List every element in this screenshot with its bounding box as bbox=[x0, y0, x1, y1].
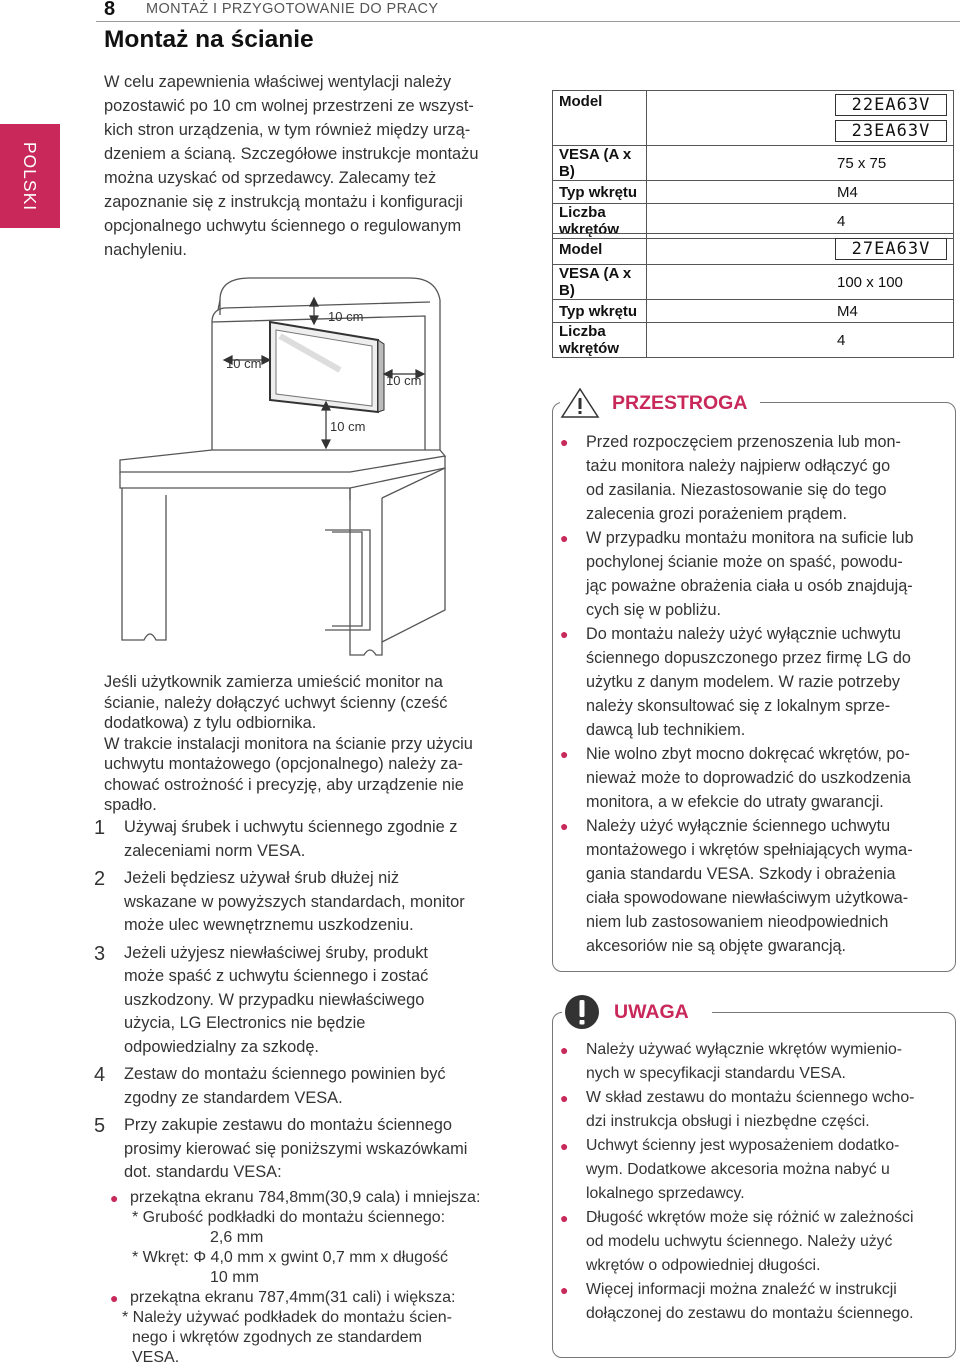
clearance-left-label: 10 cm bbox=[226, 356, 262, 371]
intro-line: można uzyskać od sprzedawcy. Zalecamy też bbox=[104, 169, 437, 187]
list-item bbox=[560, 1086, 952, 1134]
bullet-line: jąc poważne obrażenia ciała u osób znajdują- bbox=[586, 577, 913, 595]
bullet-icon: ● bbox=[560, 530, 569, 546]
list-item bbox=[560, 430, 950, 526]
bullet-subline: * Wkręt: Φ 4,0 mm x gwint 0,7 mm x długość bbox=[132, 1249, 448, 1266]
list-item bbox=[560, 1134, 952, 1206]
bullet-line: lokalnego sprzedawcy. bbox=[586, 1185, 745, 1202]
note-title: UWAGA bbox=[614, 1000, 689, 1023]
step-line: uszkodzony. W przypadku niewłaściwego bbox=[124, 990, 425, 1009]
vesa-spec-table-1 bbox=[552, 90, 954, 239]
paragraph-line: spadło. bbox=[104, 796, 157, 814]
intro-paragraph bbox=[104, 70, 494, 262]
bullet-line: montażowego i wkrętów spełniających wyma- bbox=[586, 841, 913, 859]
wall-mount-clearance-diagram bbox=[100, 250, 550, 670]
caution-header bbox=[560, 388, 760, 418]
note-list bbox=[560, 1038, 952, 1326]
bullet-line: Więcej informacji można znaleźć w instrukcji bbox=[586, 1281, 897, 1298]
bullet-line: ciała spowodowane niewłaściwym użytkowa- bbox=[586, 889, 909, 907]
step-line: użycia, LG Electronics nie będzie bbox=[124, 1014, 366, 1032]
step-line: prosimy kierować się poniższymi wskazówkami bbox=[124, 1139, 468, 1158]
page-title: Montaż na ścianie bbox=[104, 26, 314, 53]
intro-line: pozostawić po 10 cm wolnej przestrzeni ze wszyst- bbox=[104, 97, 474, 115]
step-line: może ulec wewnętrznemu uszkodzeniu. bbox=[124, 916, 414, 934]
vesa-label: VESA (A x B) bbox=[553, 265, 647, 300]
table-row bbox=[553, 181, 954, 204]
list-item bbox=[560, 814, 950, 958]
step-line: zaleceniami norm VESA. bbox=[124, 841, 306, 860]
screw-value: M4 bbox=[647, 181, 954, 204]
list-item bbox=[560, 1206, 952, 1278]
vesa-requirements-list bbox=[110, 1188, 510, 1368]
step-number: 2 bbox=[94, 868, 106, 890]
step-number: 1 bbox=[94, 817, 106, 839]
step-number: 3 bbox=[94, 942, 106, 965]
bullet-icon: ● bbox=[110, 1190, 119, 1206]
step-line: wskazane w powyższych standardach, monitor bbox=[124, 892, 465, 911]
list-item bbox=[90, 1114, 514, 1185]
table-row bbox=[553, 146, 954, 181]
list-item bbox=[560, 1278, 952, 1326]
step-line: dot. standardu VESA: bbox=[124, 1163, 282, 1181]
bullet-subline: VESA. bbox=[132, 1349, 180, 1366]
paragraph-line: Jeśli użytkownik zamierza umieścić monitor na bbox=[104, 673, 443, 691]
note-header bbox=[562, 994, 712, 1030]
bullet-line: od zasilania. Niezastosowanie się do tego bbox=[586, 481, 887, 499]
exclamation-icon bbox=[562, 994, 602, 1030]
page-number: 8 bbox=[104, 0, 116, 20]
paragraph-line: uchwytu montażowego (opcjonalnego) należy za- bbox=[104, 755, 463, 773]
screw-value: M4 bbox=[647, 300, 954, 323]
bullet-line: W skład zestawu do montażu ściennego wcho- bbox=[586, 1089, 915, 1106]
bullet-line: Nie wolno zbyt mocno dokręcać wkrętów, po- bbox=[586, 745, 910, 763]
wall-mount-paragraph bbox=[104, 672, 514, 816]
count-value: 4 bbox=[647, 204, 954, 239]
bullet-line: niem lub zastosowaniem nieodpowiednich bbox=[586, 913, 889, 931]
bullet-line: cych się w pobliżu. bbox=[586, 601, 721, 619]
step-line: Jeżeli użyjesz niewłaściwej śruby, produkt bbox=[124, 943, 428, 962]
clearance-right-label: 10 cm bbox=[386, 373, 422, 388]
bullet-line: ściennego dopuszczonego przez firmę LG do bbox=[586, 649, 911, 667]
section-title: MONTAŻ I PRZYGOTOWANIE DO PRACY bbox=[146, 1, 439, 17]
step-line: Używaj śrubek i uchwytu ściennego zgodnie z bbox=[124, 818, 458, 836]
paragraph-line: ścianie, należy dołączyć uchwyt ścienny (cześć bbox=[104, 693, 448, 712]
bullet-subline: 2,6 mm bbox=[210, 1229, 264, 1246]
bullet-line: Należy użyć wyłącznie ściennego uchwytu bbox=[586, 817, 891, 835]
numbered-steps bbox=[90, 816, 514, 1189]
bullet-icon: ● bbox=[560, 626, 569, 642]
caution-list bbox=[560, 430, 950, 958]
model-label: Model bbox=[553, 91, 647, 146]
table-row bbox=[553, 265, 954, 300]
bullet-line: Należy używać wyłącznie wkrętów wymienio- bbox=[586, 1041, 903, 1058]
bullet-line: nych w specyfikacji standardu VESA. bbox=[586, 1065, 846, 1082]
bullet-text: przekątna ekranu 784,8mm(30,9 cala) i mniejsza: bbox=[130, 1189, 481, 1206]
vesa-label: VESA (A x B) bbox=[553, 146, 647, 181]
bullet-line: dzi instrukcja obsługi i niezbędne części. bbox=[586, 1113, 870, 1130]
step-number: 5 bbox=[94, 1115, 106, 1137]
bullet-icon: ● bbox=[560, 1210, 569, 1226]
bullet-subline: * Grubość podkładki do montażu ściennego: bbox=[132, 1209, 446, 1226]
bullet-subline: * Należy używać podkładek do montażu ścien- bbox=[122, 1309, 452, 1326]
screw-label: Typ wkrętu bbox=[553, 300, 647, 323]
intro-line: W celu zapewnienia właściwej wentylacji należy bbox=[104, 73, 452, 91]
list-item bbox=[560, 622, 950, 742]
model-values bbox=[647, 91, 954, 146]
list-item bbox=[560, 742, 950, 814]
list-item bbox=[90, 942, 514, 1060]
bullet-text: przekątna ekranu 787,4mm(31 cali) i większa: bbox=[130, 1289, 456, 1306]
list-item bbox=[90, 816, 514, 863]
step-line: zgodny ze standardem VESA. bbox=[124, 1088, 343, 1107]
bullet-line: wym. Dodatkowe akcesoria można nabyć u bbox=[586, 1161, 890, 1178]
bullet-line: Długość wkrętów może się różnić w zależności bbox=[586, 1209, 914, 1226]
count-value: 4 bbox=[647, 323, 954, 358]
step-line: Przy zakupie zestawu do montażu ściennego bbox=[124, 1116, 452, 1134]
clearance-bottom-label: 10 cm bbox=[330, 419, 366, 434]
warning-triangle-icon bbox=[560, 387, 600, 419]
bullet-line: Przed rozpoczęciem przenoszenia lub mon- bbox=[586, 433, 901, 451]
model-label: Model bbox=[553, 234, 647, 265]
bullet-icon: ● bbox=[560, 1138, 569, 1154]
step-line: odpowiedzialny za szkodę. bbox=[124, 1037, 319, 1056]
step-line: Jeżeli będziesz używał śrub dłużej niż bbox=[124, 869, 400, 887]
table-row bbox=[553, 323, 954, 358]
intro-line: zapoznanie się z instrukcją montażu i konfiguracji bbox=[104, 193, 463, 211]
bullet-line: pochylonej ścianie może on spaść, powodu- bbox=[586, 553, 903, 571]
intro-line: opcjonalnego uchwytu ściennego o regulowanym bbox=[104, 217, 462, 235]
bullet-line: gania standardu VESA. Szkody i obrażenia bbox=[586, 865, 896, 883]
table-row bbox=[553, 300, 954, 323]
bullet-line: zalecenia grozi porażeniem prądem. bbox=[586, 505, 847, 523]
bullet-icon: ● bbox=[560, 746, 569, 762]
step-line: Zestaw do montażu ściennego powinien być bbox=[124, 1065, 446, 1083]
bullet-subline: 10 mm bbox=[210, 1269, 259, 1286]
bullet-line: należy skonsultować się z lokalnym sprze- bbox=[586, 697, 891, 715]
bullet-icon: ● bbox=[560, 434, 569, 450]
vesa-spec-table-2 bbox=[552, 233, 954, 358]
step-line: może spaść z uchwytu ściennego i zostać bbox=[124, 967, 429, 985]
count-label: Liczba wkrętów bbox=[553, 204, 647, 239]
paragraph-line: dodatkowa) z tylu odbiornika. bbox=[104, 714, 317, 732]
paragraph-line: chować ostrożność i precyzję, aby urządzenie nie bbox=[104, 775, 464, 794]
list-item bbox=[110, 1188, 510, 1208]
count-label: Liczba wkrętów bbox=[553, 323, 647, 358]
model-tag: 27EA63V bbox=[835, 238, 947, 260]
bullet-icon: ● bbox=[560, 818, 569, 834]
bullet-line: monitora, a w efekcie do utraty gwarancji. bbox=[586, 793, 884, 811]
clearance-top-label: 10 cm bbox=[328, 309, 364, 324]
intro-line: kich stron urządzenia, w tym również między urzą- bbox=[104, 121, 471, 139]
header-divider bbox=[96, 21, 960, 22]
screw-label: Typ wkrętu bbox=[553, 181, 647, 204]
list-item bbox=[110, 1288, 510, 1308]
list-item bbox=[560, 526, 950, 622]
bullet-line: użytku z danym modelem. W razie potrzeby bbox=[586, 673, 900, 691]
bullet-line: Do montażu należy użyć wyłącznie uchwytu bbox=[586, 625, 901, 643]
model-tag: 23EA63V bbox=[835, 120, 947, 142]
bullet-icon: ● bbox=[110, 1290, 119, 1306]
list-item bbox=[90, 867, 514, 938]
vesa-value: 100 x 100 bbox=[647, 265, 954, 300]
list-item bbox=[90, 1063, 514, 1110]
table-row bbox=[553, 234, 954, 265]
bullet-line: Uchwyt ścienny jest wyposażeniem dodatko- bbox=[586, 1137, 900, 1154]
intro-line: dzeniem a ścianą. Szczegółowe instrukcje montażu bbox=[104, 145, 479, 163]
caution-title: PRZESTROGA bbox=[612, 391, 748, 414]
step-number: 4 bbox=[94, 1064, 106, 1086]
bullet-line: dawcą lub technikiem. bbox=[586, 721, 746, 739]
bullet-line: akcesoriów nie są objęte gwarancją. bbox=[586, 937, 847, 955]
paragraph-line: W trakcie instalacji monitora na ścianie przy użyciu bbox=[104, 734, 473, 753]
vesa-value: 75 x 75 bbox=[647, 146, 954, 181]
bullet-line: od modelu uchwytu ściennego. Należy użyć bbox=[586, 1233, 893, 1250]
bullet-icon: ● bbox=[560, 1042, 569, 1058]
table-row bbox=[553, 91, 954, 146]
intro-line: nachyleniu. bbox=[104, 241, 187, 259]
bullet-line: W przypadku montażu monitora na suficie lub bbox=[586, 529, 914, 547]
model-tag: 22EA63V bbox=[835, 94, 947, 116]
bullet-line: tażu monitora należy najpierw odłączyć go bbox=[586, 457, 891, 475]
bullet-icon: ● bbox=[560, 1282, 569, 1298]
bullet-subline: nego i wkrętów zgodnych ze standardem bbox=[132, 1329, 422, 1346]
bullet-line: nieważ może to doprowadzić do uszkodzenia bbox=[586, 769, 911, 787]
bullet-icon: ● bbox=[560, 1090, 569, 1106]
list-item bbox=[560, 1038, 952, 1086]
bullet-line: dołączonej do zestawu do montażu ściennego. bbox=[586, 1305, 914, 1322]
language-tab bbox=[0, 124, 60, 228]
model-values bbox=[647, 234, 954, 265]
language-tab-label: POLSKI bbox=[20, 141, 41, 211]
bullet-line: wkrętów o odpowiedniej długości. bbox=[586, 1257, 821, 1274]
